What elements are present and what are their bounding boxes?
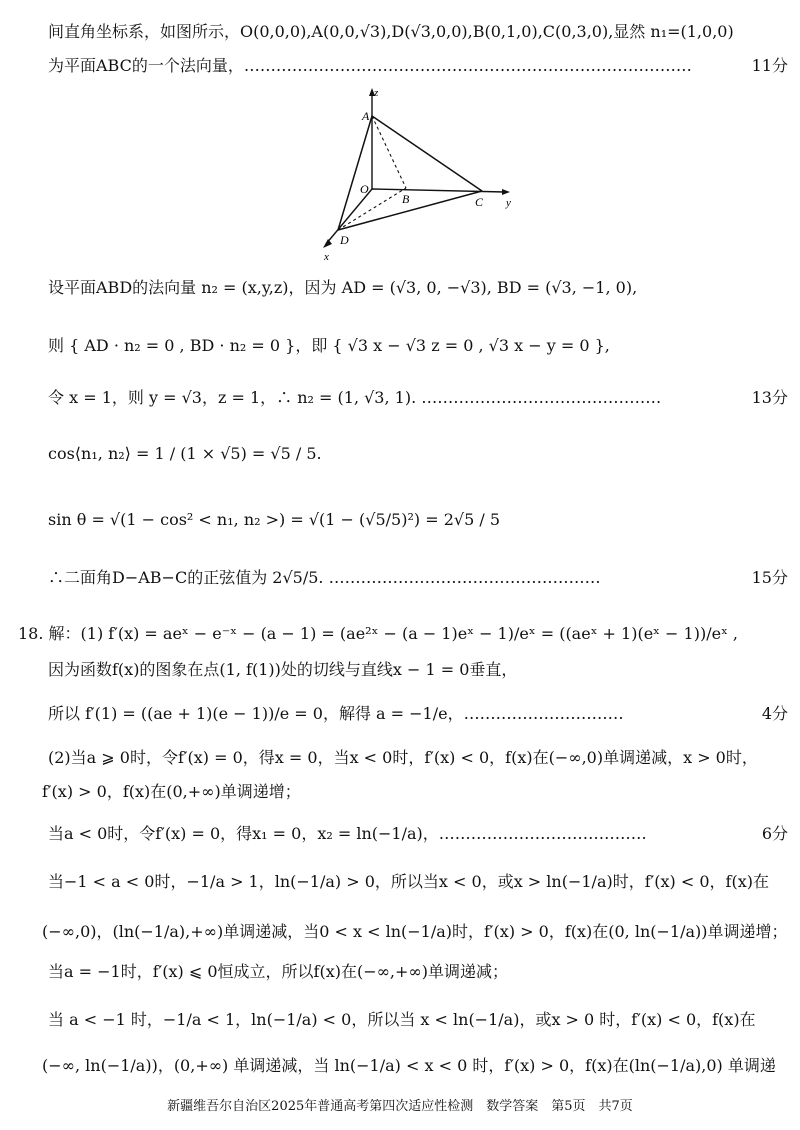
text-line-tangent: 因为函数f(x)的图象在点(1, f(1))处的切线与直线x − 1 = 0垂直， [48, 660, 518, 679]
text-line-solve-a: 所以 f′(1) = ((ae + 1)(e − 1))/e = 0，解得 a = −1/e，………………………… [48, 704, 624, 723]
text-line-dihedral: ∴二面角D−AB−C的正弦值为 2√5/5. …………………………………………… [48, 568, 601, 587]
y-arrow [502, 189, 510, 195]
label-x: x [324, 251, 329, 263]
x-axis [326, 189, 372, 244]
text-line-case-minus1-to-0: 当−1 < a < 0时，−1/a > 1，ln(−1/a) > 0，所以当x < 0，或x > ln(−1/a)时，f′(x) < 0，f(x)在 [48, 872, 769, 891]
score-6: 6分 [761, 824, 788, 843]
label-B: B [402, 192, 410, 206]
text-line-cos: cos⟨n₁, n₂⟩ = 1 / (1 × √5) = √5 / 5. [48, 444, 322, 463]
page-footer: 新疆维吾尔自治区2025年普通高考第四次适应性检测 数学答案 第5页 共7页 [167, 1099, 633, 1114]
score-4: 4分 [761, 704, 788, 723]
label-O: O [360, 182, 369, 196]
edge-AD [338, 116, 372, 230]
text-line-case-a-lt-minus1: 当 a < −1 时，−1/a < 1，ln(−1/a) < 0，所以当 x < ln(−1/a)，或x > 0 时，f′(x) < 0，f(x)在 [48, 1010, 756, 1029]
text-line-coordinates: 间直角坐标系，如图所示，O(0,0,0),A(0,0,√3),D(√3,0,0),B(0,1,0),C(0,3,0),显然 n₁=(1,0,0) [48, 22, 734, 41]
text-line-system: 则 { AD · n₂ = 0 , BD · n₂ = 0 }，即 { √3 x − √3 z = 0 , √3 x − y = 0 }, [48, 336, 610, 355]
text-line-n2: 令 x = 1，则 y = √3，z = 1，∴ n₂ = (1, √3, 1). ……………………………………… [48, 388, 662, 407]
text-line-monotone-2: (−∞, ln(−1/a))，(0,+∞) 单调递减，当 ln(−1/a) < x < 0 时，f′(x) > 0，f(x)在(ln(−1/a),0) 单调递 [42, 1056, 776, 1075]
text-line-q18-derivative: 18. 解：(1) f′(x) = aeˣ − e⁻ˣ − (a − 1) = (ae²ˣ − (a − 1)eˣ − 1)/eˣ = ((aeˣ + 1)(eˣ − 1))/eˣ , [18, 624, 739, 643]
label-A: A [362, 109, 370, 123]
edge-DC [338, 191, 482, 230]
score-11: 11分 [751, 56, 788, 75]
score-13: 13分 [751, 388, 788, 407]
text-line-case-a-nonneg: (2)当a ⩾ 0时，令f′(x) = 0，得x = 0，当x < 0时，f′(x) < 0，f(x)在(−∞,0)单调递减，x > 0时， [48, 748, 758, 767]
text-line-monotone-1: (−∞,0)，(ln(−1/a),+∞)单调递减，当0 < x < ln(−1/a)时，f′(x) > 0，f(x)在(0, ln(−1/a))单调递增； [42, 922, 788, 941]
tetrahedron-diagram [320, 84, 520, 264]
text-line-normal-abc: 为平面ABC的一个法向量，………………………………………………………………………… [48, 56, 692, 75]
edge-AC [372, 116, 482, 191]
label-D: D [340, 233, 349, 247]
text-line-case-a-eq-minus1: 当a = −1时，f′(x) ⩽ 0恒成立，所以f(x)在(−∞,+∞)单调递减； [48, 962, 508, 981]
label-C: C [475, 195, 484, 209]
label-z: z [374, 87, 379, 99]
score-15: 15分 [751, 568, 788, 587]
text-line-case-a-neg: 当a < 0时，令f′(x) = 0，得x₁ = 0，x₂ = ln(−1/a)，………………………………… [48, 824, 647, 843]
text-line-normal-abd: 设平面ABD的法向量 n₂ = (x,y,z)，因为 AD = (√3, 0, −√3), BD = (√3, −1, 0), [48, 278, 638, 297]
text-line-sin: sin θ = √(1 − cos² < n₁, n₂ >) = √(1 − (√5/5)²) = 2√5 / 5 [48, 510, 500, 529]
text-line-increasing: f′(x) > 0，f(x)在(0,+∞)单调递增； [42, 782, 301, 801]
x-arrow [323, 239, 332, 248]
label-y: y [506, 197, 511, 209]
y-axis [372, 189, 505, 192]
